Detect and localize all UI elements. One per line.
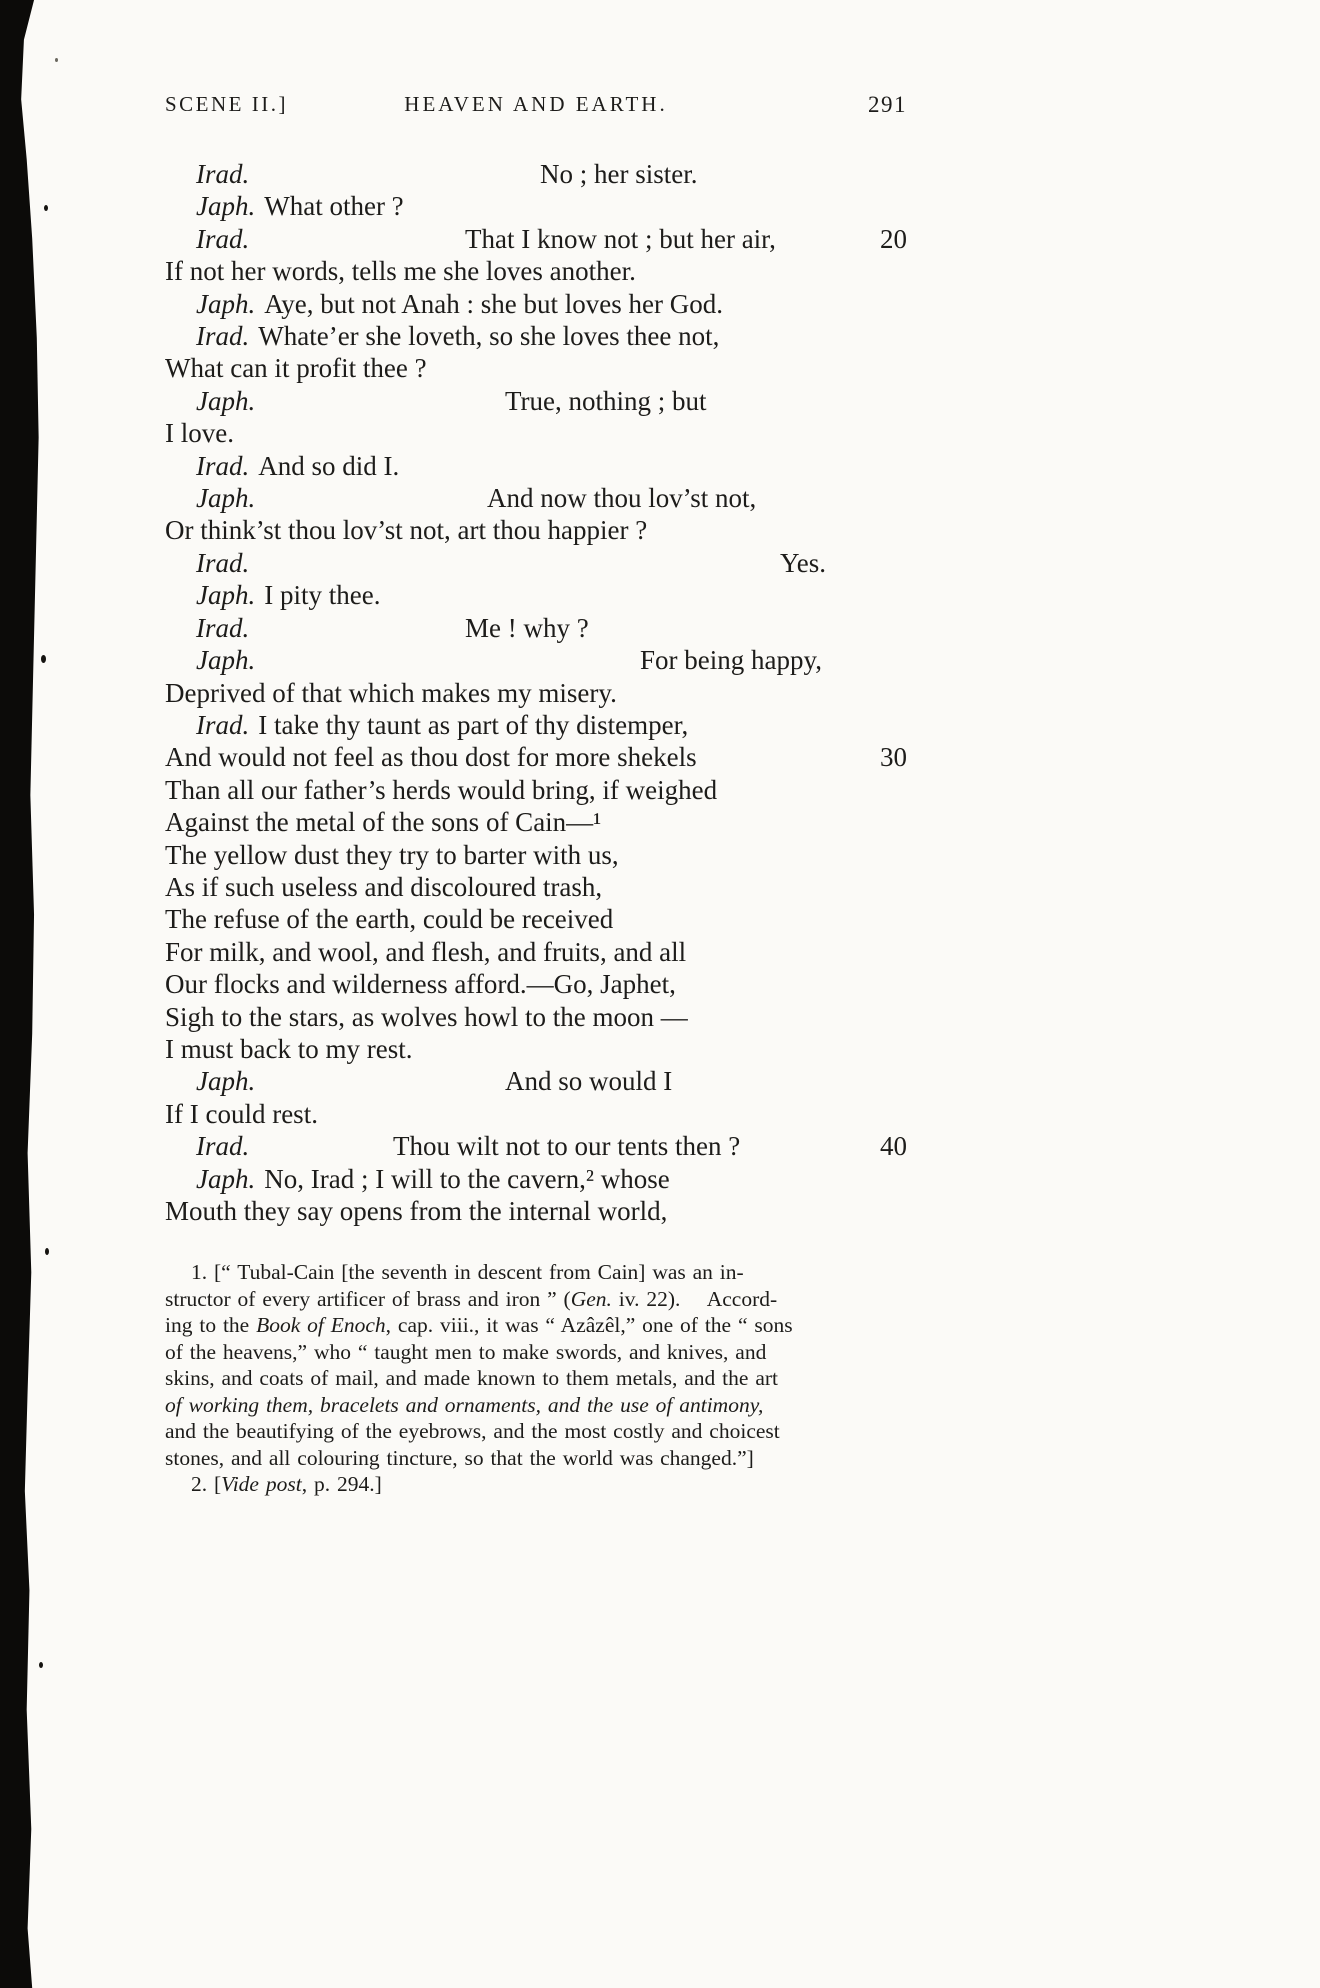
verse-text: No, Irad ; I will to the cavern,² whose [264, 1163, 670, 1194]
scan-speck [44, 205, 48, 211]
footnotes-block [165, 1259, 907, 1498]
verse-text: And would not feel as thou dost for more shekels [165, 742, 697, 773]
page-content [165, 0, 907, 1498]
verse-text: Our flocks and wilderness afford.—Go, Japhet, [165, 969, 676, 1000]
verse-text: True, nothing ; but [505, 385, 707, 416]
footnote-line [165, 1445, 907, 1472]
verse-line [165, 547, 907, 579]
verse-text: Against the metal of the sons of Cain—¹ [165, 807, 602, 838]
verse-line [165, 1001, 907, 1033]
verse-text: I take thy taunt as part of thy distemper, [258, 709, 689, 740]
verse-block [165, 158, 907, 1227]
running-header [165, 92, 907, 122]
speaker-name: Japh. [196, 1066, 256, 1097]
footnote-line [165, 1392, 907, 1419]
verse-text: And so did I. [258, 450, 400, 481]
verse-text: The refuse of the earth, could be received [165, 904, 614, 935]
speaker-name: Irad. [196, 159, 250, 189]
verse-line [165, 320, 907, 352]
speaker-name: Japh. [196, 483, 256, 514]
speaker-name: Irad. [196, 709, 250, 740]
verse-line [165, 579, 907, 611]
verse-line [165, 255, 907, 287]
verse-line [165, 417, 907, 449]
verse-text: I pity thee. [264, 580, 381, 611]
footnote-line [165, 1471, 907, 1498]
verse-line [165, 968, 907, 1000]
verse-text: And now thou lov’st not, [487, 483, 757, 514]
verse-line [165, 677, 907, 709]
verse-text: For milk, and wool, and flesh, and fruits, and all [165, 936, 687, 967]
footnote-segment: , p. 294.] [301, 1472, 382, 1497]
verse-line [165, 1195, 907, 1227]
verse-line [165, 450, 907, 482]
verse-text: What other ? [264, 191, 404, 222]
speaker-name: Japh. [196, 385, 256, 416]
verse-text: Thou wilt not to our tents then ? [393, 1131, 741, 1162]
verse-line [165, 936, 907, 968]
footnote-line [165, 1259, 907, 1286]
verse-line [165, 385, 907, 417]
footnote-italic-segment: Book of Enoch [256, 1313, 386, 1338]
footnote-segment: skins, and coats of mail, and made known to them metals, and the art [165, 1366, 778, 1391]
verse-line [165, 1065, 907, 1097]
verse-text: Yes. [780, 547, 827, 578]
verse-line [165, 223, 907, 255]
footnote-segment: structor of every artificer of brass and iron ” ( [165, 1286, 571, 1311]
verse-line [165, 774, 907, 806]
verse-line [165, 1033, 907, 1065]
verse-text: Deprived of that which makes my misery. [165, 677, 617, 708]
verse-line-number: 20 [880, 223, 907, 254]
verse-text: What can it profit thee ? [165, 353, 427, 384]
footnote-segment: , cap. viii., it was “ Azâzêl,” one of the “ sons [385, 1313, 793, 1338]
verse-text: Than all our father’s herds would bring, if weighed [165, 774, 718, 805]
verse-text: The yellow dust they try to barter with us, [165, 839, 619, 870]
scene-label: SCENE II.] [165, 92, 288, 116]
verse-text: I love. [165, 418, 234, 449]
verse-line [165, 903, 907, 935]
page-number: 291 [868, 92, 907, 117]
verse-text: Me ! why ? [465, 612, 589, 643]
speaker-name: Japh. [196, 191, 256, 222]
verse-line [165, 158, 907, 190]
footnote-italic-segment: Vide post [221, 1472, 302, 1497]
footnote-segment: stones, and all colouring tincture, so that the world was changed.”] [165, 1445, 754, 1470]
verse-text: I must back to my rest. [165, 1033, 413, 1064]
speaker-name: Japh. [196, 645, 256, 676]
scan-speck [39, 1662, 43, 1668]
verse-text: No ; her sister. [540, 159, 698, 189]
verse-line [165, 871, 907, 903]
speaker-name: Irad. [196, 612, 250, 643]
verse-line [165, 806, 907, 838]
verse-text: As if such useless and discoloured trash, [165, 871, 603, 902]
verse-text: Whate’er she loveth, so she loves thee not, [258, 321, 720, 352]
footnote-line [165, 1365, 907, 1392]
scan-speck [55, 58, 58, 62]
verse-line [165, 1098, 907, 1130]
verse-text: Mouth they say opens from the internal world, [165, 1196, 668, 1226]
scan-speck [41, 655, 46, 663]
verse-line [165, 482, 907, 514]
speaker-name: Irad. [196, 450, 250, 481]
verse-text: For being happy, [640, 645, 822, 676]
binding-shadow [0, 0, 46, 1988]
speaker-name: Irad. [196, 321, 250, 352]
verse-line [165, 644, 907, 676]
verse-text: That I know not ; but her air, [465, 223, 776, 254]
footnote-line [165, 1286, 907, 1313]
verse-line [165, 288, 907, 320]
verse-line [165, 709, 907, 741]
verse-text: If I could rest. [165, 1098, 318, 1129]
verse-line-number: 30 [880, 742, 907, 773]
verse-line [165, 612, 907, 644]
verse-line [165, 839, 907, 871]
footnote-segment: iv. 22). Accord- [611, 1286, 778, 1311]
verse-text: If not her words, tells me she loves another. [165, 256, 636, 287]
footnote-segment: and the beautifying of the eyebrows, and the most costly and choicest [165, 1419, 780, 1444]
verse-line [165, 1130, 907, 1162]
speaker-name: Irad. [196, 547, 250, 578]
speaker-name: Irad. [196, 1131, 250, 1162]
verse-text: Or think’st thou lov’st not, art thou happier ? [165, 515, 648, 546]
verse-line [165, 741, 907, 773]
verse-text: Aye, but not Anah : she but loves her God. [264, 288, 723, 319]
scan-speck [45, 1248, 49, 1255]
footnote-italic-segment: Gen. [570, 1286, 612, 1311]
speaker-name: Japh. [196, 288, 256, 319]
footnote-line [165, 1339, 907, 1366]
verse-text: And so would I [505, 1066, 673, 1097]
verse-line [165, 352, 907, 384]
speaker-name: Irad. [196, 223, 250, 254]
verse-line [165, 1163, 907, 1195]
footnote-segment: of the heavens,” who “ taught men to make swords, and knives, and [165, 1339, 767, 1364]
play-title: HEAVEN AND EARTH. [404, 92, 668, 116]
verse-line [165, 514, 907, 546]
footnote-segment: 2. [ [191, 1472, 222, 1497]
footnote-line [165, 1312, 907, 1339]
speaker-name: Japh. [196, 1163, 256, 1194]
footnote-segment: ing to the [165, 1313, 257, 1338]
verse-line-number: 40 [880, 1131, 907, 1162]
verse-text: Sigh to the stars, as wolves howl to the moon — [165, 1001, 688, 1032]
footnote-italic-segment: of working them, bracelets and ornaments, and the use of antimony, [165, 1392, 764, 1417]
footnote-segment: 1. [“ Tubal-Cain [the seventh in descent from Cain] was an in- [191, 1260, 744, 1285]
verse-line [165, 190, 907, 222]
footnote-line [165, 1418, 907, 1445]
speaker-name: Japh. [196, 580, 256, 611]
